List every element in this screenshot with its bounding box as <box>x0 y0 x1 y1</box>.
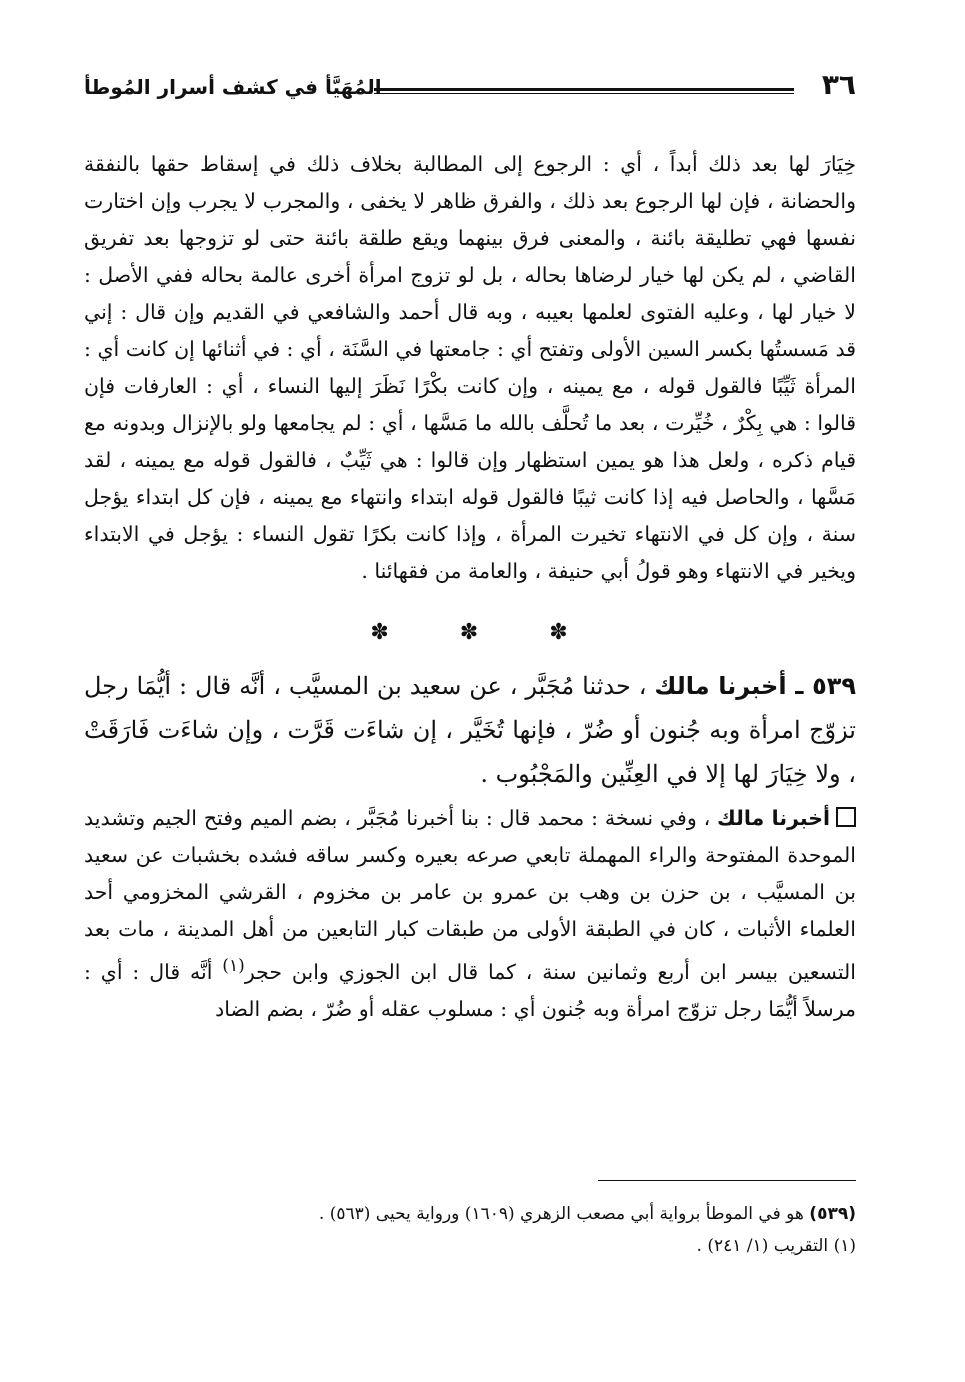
footnote-text: التقريب (١/ ٢٤١) . <box>696 1236 834 1256</box>
footnote-marker: (٥٣٩) <box>809 1204 856 1224</box>
commentary-text <box>84 800 856 1028</box>
book-title: المُهَيَّأ في كشف أسرار المُوطأ <box>84 75 382 99</box>
commentary-lead: أخبرنا مالك <box>717 806 830 830</box>
footnote-reference[interactable]: (١) <box>222 956 245 976</box>
divider-star-icon: ✽ <box>549 620 570 645</box>
paragraph-continuation: خِيَارَ لها بعد ذلك أبداً ، أي : الرجوع إلى المطالبة بخلاف ذلك في إسقاط حقها بالنفقة والحضانة ، فإن لها الرجوع بعد ذلك ، والفرق ظاهر لا يخفى ، والمجرب لا يجرب وإن اختارت نفسها فهي تطليقة بائنة ، والمعنى فرق بينهما ويقع طلقة بائنة حتى لو تزوجها بعد تفريق القاضي ، لم يكن لها خيار لرضاها بحاله ، بل لو تزوج امرأة أخرى عالمة بحاله ففي الأصل : لا خيار لها ، وعليه الفتوى لعلمها بعيبه ، وبه قال أحمد والشافعي في القديم وإن قال : إني قد مَسستُها بكسر السين الأولى وتفتح أي : جامعتها في السَّنَة ، أي : في أثنائها إن كانت أي : المرأة ثَيِّبًا فالقول قوله ، مع يمينه ، وإن كانت بكْرًا نَظَرَ إليها النساء ، أي : العارفات فإن قالوا : هي بِكْرٌ ، خُيِّرت ، بعد ما تُحلَّف بالله ما مَسَّها ، أي : لم يجامعها ولو بالإنزال وبدونه مع قيام ذكره ، ولعل هذا هو يمين استظهار وإن قالوا : هي ثَيِّبٌ ، فالقول قوله مع يمينه ، لقد مَسَّها ، والحاصل فيه إذا كانت ثيبًا فالقول قوله ابتداء وانتهاء مع يمينه ، فإن كل ابتداء يؤجل سنة ، وإن كل في الانتهاء تخيرت المرأة ، وإذا كانت بكرًا تقول النساء : يؤجل في الابتداء ويخير في الانتهاء وهو قولُ أبي حنيفة ، والعامة من فقهائنا . <box>84 152 856 583</box>
hadith-text <box>84 664 856 796</box>
footnote-marker: (١) <box>833 1236 856 1256</box>
footnote-item <box>84 1230 856 1262</box>
hadith-number-label: ٥٣٩ ـ أخبرنا مالك <box>654 672 857 700</box>
footnote-separator <box>598 1180 856 1181</box>
main-text <box>84 146 856 1028</box>
header-rule <box>374 88 794 91</box>
page-number: ٣٦ <box>821 68 856 101</box>
header-rule-thin <box>374 93 794 94</box>
commentary-body: ، وفي نسخة : محمد قال : بنا أخبرنا مُجَبَّر ، بضم الميم وفتح الجيم وتشديد الموحدة المفتوحة والراء المهملة تابعي صرعه بعيره وكسر ساقه فشده بخشبات عن سعيد بن المسيَّب ، بن حزن بن وهب بن عمرو بن عامر بن مخزوم ، القرشي المخزومي أحد العلماء الأثبات ، كان في الطبقة الأولى من طبقات كبار التابعين من أهل المدينة ، مات بعد التسعين بيسر ابن أربع وثمانين سنة ، كما قال ابن الجوزي وابن حجر <box>84 806 857 984</box>
footnote-item <box>84 1198 856 1230</box>
square-bullet-icon <box>836 807 856 827</box>
footnote-text: هو في الموطأ برواية أبي مصعب الزهري (١٦٠٩) ورواية يحيى (٥٦٣) . <box>318 1204 810 1224</box>
divider-star-icon: ✽ <box>459 620 481 645</box>
page-header <box>84 66 856 110</box>
divider-star-icon: ✽ <box>370 620 391 645</box>
footnotes <box>84 1198 856 1262</box>
hadith-body: ، حدثنا مُجَبَّر ، عن سعيد بن المسيَّب ، أنَّه قال : أيُّمَا رجل تزوّج امرأة وبه جُنون أو ضُرّ ، فإنها تُخَيَّر ، إن شاءَت قَرَّت ، وإن شاءَت فَارَقَتْ ، ولا خِيَارَ لها إلا في العِنِّين والمَجْبُوب . <box>84 672 856 788</box>
section-divider <box>84 618 856 648</box>
commentary-body-continued: أنَّه قال : أي : مرسلاً أيُّمَا رجل تزوّج امرأة وبه جُنون أي : مسلوب عقله أو ضُرّ ، بضم الضاد <box>84 959 856 1021</box>
